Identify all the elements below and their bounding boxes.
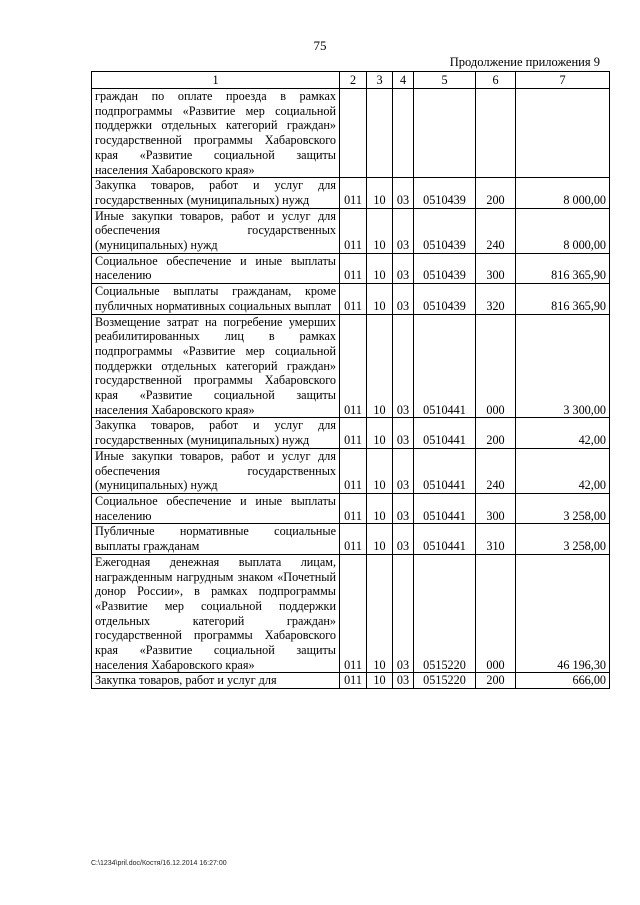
subsection-code: 03 [393,673,414,689]
ministry-code: 011 [340,418,367,448]
row-name: Ежегодная денежная выплата лицам, награжденным нагрудным знаком «Почетный донор России», в рамках подпрограммы «Развитие мер социальной поддержки отдельных категорий граждан» государственной программы Хабаровского края «Развитие социальной защиты населения Хабаровского края» [92,554,340,673]
appendix-note: Продолжение приложения 9 [449,55,600,69]
subsection-code: 03 [393,448,414,493]
subsection-code: 03 [393,208,414,253]
row-name: Публичные нормативные социальные выплаты гражданам [92,524,340,554]
section-code: 10 [367,673,393,689]
subsection-code: 03 [393,314,414,418]
column-header: 4 [393,72,414,89]
ministry-code: 011 [340,554,367,673]
row-name: Социальные выплаты гражданам, кроме публичных нормативных социальных выплат [92,284,340,314]
section-code: 10 [367,493,393,523]
row-name: Иные закупки товаров, работ и услуг для обеспечения государственных (муниципальных) нужд [92,448,340,493]
amount: 816 365,90 [516,284,610,314]
target-article-code: 0510441 [414,314,476,418]
ministry-code: 011 [340,673,367,689]
target-article-code: 0510439 [414,253,476,283]
table-header-row [92,72,610,89]
row-name: Закупка товаров, работ и услуг для государственных (муниципальных) нужд [92,418,340,448]
amount: 8 000,00 [516,208,610,253]
target-article-code: 0510439 [414,284,476,314]
expense-type-code: 000 [476,314,516,418]
amount: 8 000,00 [516,178,610,208]
subsection-code: 03 [393,524,414,554]
expense-type-code: 200 [476,418,516,448]
ministry-code: 011 [340,178,367,208]
column-header: 6 [476,72,516,89]
table-row [92,673,610,689]
target-article-code: 0510441 [414,418,476,448]
ministry-code: 011 [340,253,367,283]
row-name: Закупка товаров, работ и услуг для [92,673,340,689]
expense-type-code: 300 [476,253,516,283]
expense-type-code: 240 [476,448,516,493]
row-name: граждан по оплате проезда в рамках подпрограммы «Развитие мер социальной поддержки отдельных категорий граждан» государственной программы Хабаровского края «Развитие социальной защиты населения Хабаровского края» [92,89,340,178]
ministry-code: 011 [340,524,367,554]
table-row [92,284,610,314]
ministry-code [340,89,367,178]
table-row [92,314,610,418]
table-row [92,208,610,253]
table-row [92,554,610,673]
amount: 666,00 [516,673,610,689]
section-code: 10 [367,448,393,493]
target-article-code: 0510441 [414,493,476,523]
table-row [92,253,610,283]
section-code: 10 [367,284,393,314]
amount: 42,00 [516,418,610,448]
section-code [367,89,393,178]
amount: 3 258,00 [516,524,610,554]
table-row [92,418,610,448]
expense-type-code: 310 [476,524,516,554]
expense-type-code: 200 [476,673,516,689]
expense-type-code: 320 [476,284,516,314]
amount: 3 258,00 [516,493,610,523]
file-path-footer: C:\1234\pril.doc/Костя/16.12.2014 16:27:00 [91,860,227,867]
expense-type-code: 000 [476,554,516,673]
subsection-code: 03 [393,493,414,523]
column-header: 2 [340,72,367,89]
subsection-code: 03 [393,284,414,314]
row-name: Закупка товаров, работ и услуг для государственных (муниципальных) нужд [92,178,340,208]
section-code: 10 [367,314,393,418]
subsection-code: 03 [393,554,414,673]
target-article-code: 0510439 [414,208,476,253]
target-article-code: 0510441 [414,448,476,493]
amount: 42,00 [516,448,610,493]
subsection-code: 03 [393,178,414,208]
target-article-code: 0510439 [414,178,476,208]
ministry-code: 011 [340,314,367,418]
section-code: 10 [367,554,393,673]
section-code: 10 [367,178,393,208]
section-code: 10 [367,524,393,554]
target-article-code: 0510441 [414,524,476,554]
expense-type-code: 240 [476,208,516,253]
target-article-code: 0515220 [414,673,476,689]
row-name: Возмещение затрат на погребение умерших реабилитированных лиц в рамках подпрограммы «Развитие мер социальной поддержки отдельных категорий граждан» государственной программы Хабаровского края «Развитие социальной защиты населения Хабаровского края» [92,314,340,418]
column-header: 1 [92,72,340,89]
ministry-code: 011 [340,284,367,314]
column-header: 7 [516,72,610,89]
expense-type-code: 200 [476,178,516,208]
subsection-code: 03 [393,418,414,448]
table-row [92,524,610,554]
ministry-code: 011 [340,493,367,523]
target-article-code: 0515220 [414,554,476,673]
row-name: Иные закупки товаров, работ и услуг для обеспечения государственных (муниципальных) нужд [92,208,340,253]
table-row [92,178,610,208]
budget-table [91,71,610,689]
section-code: 10 [367,208,393,253]
table-row [92,493,610,523]
row-name: Социальное обеспечение и иные выплаты населению [92,253,340,283]
table-row [92,448,610,493]
row-name: Социальное обеспечение и иные выплаты населению [92,493,340,523]
ministry-code: 011 [340,448,367,493]
amount [516,89,610,178]
table-row [92,89,610,178]
amount: 46 196,30 [516,554,610,673]
column-header: 3 [367,72,393,89]
ministry-code: 011 [340,208,367,253]
amount: 3 300,00 [516,314,610,418]
expense-type-code [476,89,516,178]
column-header: 5 [414,72,476,89]
subsection-code [393,89,414,178]
section-code: 10 [367,418,393,448]
section-code: 10 [367,253,393,283]
page-number: 75 [313,38,327,53]
target-article-code [414,89,476,178]
amount: 816 365,90 [516,253,610,283]
subsection-code: 03 [393,253,414,283]
expense-type-code: 300 [476,493,516,523]
